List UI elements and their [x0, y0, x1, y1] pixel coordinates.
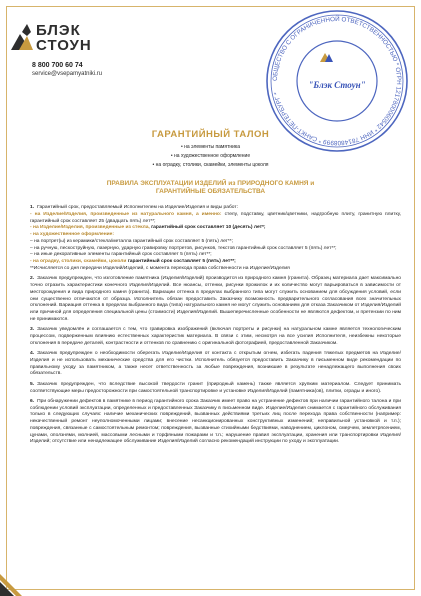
section-5: 5. Заказчик предупрежден, что вследствие высокой твердости гранит (природный камень) также является хрупким материалом. Следует принимать соответствующие меры предосторожности при самостоятельной транспортировке и установке Изделия/Изделий (памятника(ов), плитки, ограды и иного). — [30, 381, 401, 394]
logo-line-2: СТОУН — [36, 37, 92, 54]
section-1: 1. Гарантийный срок, предоставляемый Исполнителем на Изделие/Изделия и виды работ: - на Изделие/Изделия, произведенные из натурального камня, а именно: стелу, подставку, цветник/цветники, надгробную плиту, гранитную плитку, гарантийный срок составляет 25 (двадцать пять) лет**; - на Изделие/Изделия, произведенные из стекла, гарантийный срок составляет 10 (десять) лет*; - на художественное оформление: – на портрет(ы) из керамики/стекла/металла гарантийный срок составляет 5 (пять) лет**; – на ручную, пескоструйную, лазерную, ударную гравировку портретов, рисунков, текстов гарантийный срок составляет 5 (пять) лет**; – на иные декоративные элементы гарантийный срок составляет 5 (пять) лет**; - на оградку, столики, скамейки, цоколи гарантийный срок составляет 5 (пять) лет**; **Исчисляется со дня передачи Изделий/Изделий, с момента перехода права собственности на Изделие/Изделия — [30, 205, 402, 271]
subheading-fences: • на оградку, столики, скамейки, элементы цоколя — [152, 162, 269, 168]
corner-decoration-icon — [0, 536, 60, 596]
logo-line-1: БЛЭК — [36, 22, 81, 39]
phone-number: 8 800 700 60 74 — [32, 62, 83, 69]
stamp-center-text: "Блэк Стоун" — [308, 80, 366, 90]
subheading-monument: • на элементы памятника — [180, 144, 241, 150]
company-logo-text — [36, 23, 92, 53]
section-6: 6. При обнаружении дефектов в памятнике в период гарантийного срока Заказчик имеет право на устранение дефектов при наличии гарантийного талона и при соблюдении условий эксплуатации, определенных и предоставленных Заказчику в письменном виде. Изделие/Изделия снимается с гарантийного обслуживания только в следующих случаях: наличие механических повреждений, вызванных действиями третьих лиц после перехода права собственности (например: некачественный ремонт неуполномоченными лицами; внесение несанкционированных конструктивных изменений; неправильной установкой и т.п.); повреждения, связанные с самостоятельным ремонтом; повреждения, вызванные стихийными бедствиями, наводнением, циклоном, смерчем, землетрясением, цунами, оползнями, молнией, массовыми лесными и торфяными пожарами и т.п.; нарушение правил эксплуатации, хранения или транспортировки Изделия/Изделий; отсутствие или ненадлежащее обслуживание Изделия/Изделий согласно рекомендаций инструкции по уходу и эксплуатации. — [30, 398, 401, 445]
document-title: ГАРАНТИЙНЫЙ ТАЛОН — [151, 129, 270, 140]
section-3: 3. Заказчик уведомлён и соглашается с тем, что гравировка изображений (включая портреты и рисунки) на натуральном камне является технологическим процессом, подверженным влиянию естественных характеристик материала. В связи с этим, несмотря на все усилия Исполнителя, неизбежны некоторые отклонения в передаче деталей, контрастности и оттенков по сравнению с оригинальной фотографией, предоставленной Заказчиком. — [30, 327, 401, 346]
company-logo-icon — [11, 24, 33, 50]
section-4: 4. Заказчик предупрежден о необходимости оберегать Изделие/Изделия от контакта с открытым огнем, избегать падения тяжелых предметов на Изделие/Изделия и не использовать механические средства для его чистки. Исполнитель обязуется предоставить Заказчику в письменном виде рекомендации по правильному уходу за памятником, а также несет ответственность за любые повреждения, возникшие в результате ненадлежащего выполнения своих обязательств. — [30, 351, 401, 377]
stamp-ring-text: ОБЩЕСТВО С ОГРАНИЧЕННОЙ ОТВЕТСТВЕННОСТЬЮ * ОГРН 1217800060542 * ИНН 7814808999 * САНКТ-ПЕТЕРБУРГ * — [271, 15, 403, 147]
document-body — [30, 205, 401, 450]
section-2: 2. Заказчик предупрежден, что изготовление памятника (Изделия/Изделий) производится из природного камня (гранита). Образец материала дает максимально точно отразить характеристики конечного Изделия/Изделий. Все нюансы, оттенки, рисунки прожилок и их количество могут варьироваться в зависимости от месторождения и вида природного камня (гранита). Вариации оттенка в пределах выбранного типа могут служить основанием для обсуждения условий, если они существенно отличаются от образца. Исполнитель обязан предоставить Заказчику возможность предварительного согласования всех значительных отклонений. Вариация оттенка в пределах выбранного вида (типа) натурального камня не могут служить основанием для отказа Заказчиком от Изделия/Изделий или причиной для определения специальной цены (стоимости) Изделия/Изделий. Вышеперечисленные особенности не являются дефектом, и претензии по ним не принимаются. — [30, 276, 401, 322]
subheading-decoration: • на художественное оформление — [170, 153, 251, 159]
email-address: service@vsepamyatniki.ru — [32, 71, 103, 77]
rules-title: ПРАВИЛА ЭКСПЛУАТАЦИИ ИЗДЕЛИЙ из ПРИРОДНОГО КАМНЯ и ГАРАНТИЙНЫЕ ОБЯЗАТЕЛЬСТВА — [106, 180, 315, 196]
